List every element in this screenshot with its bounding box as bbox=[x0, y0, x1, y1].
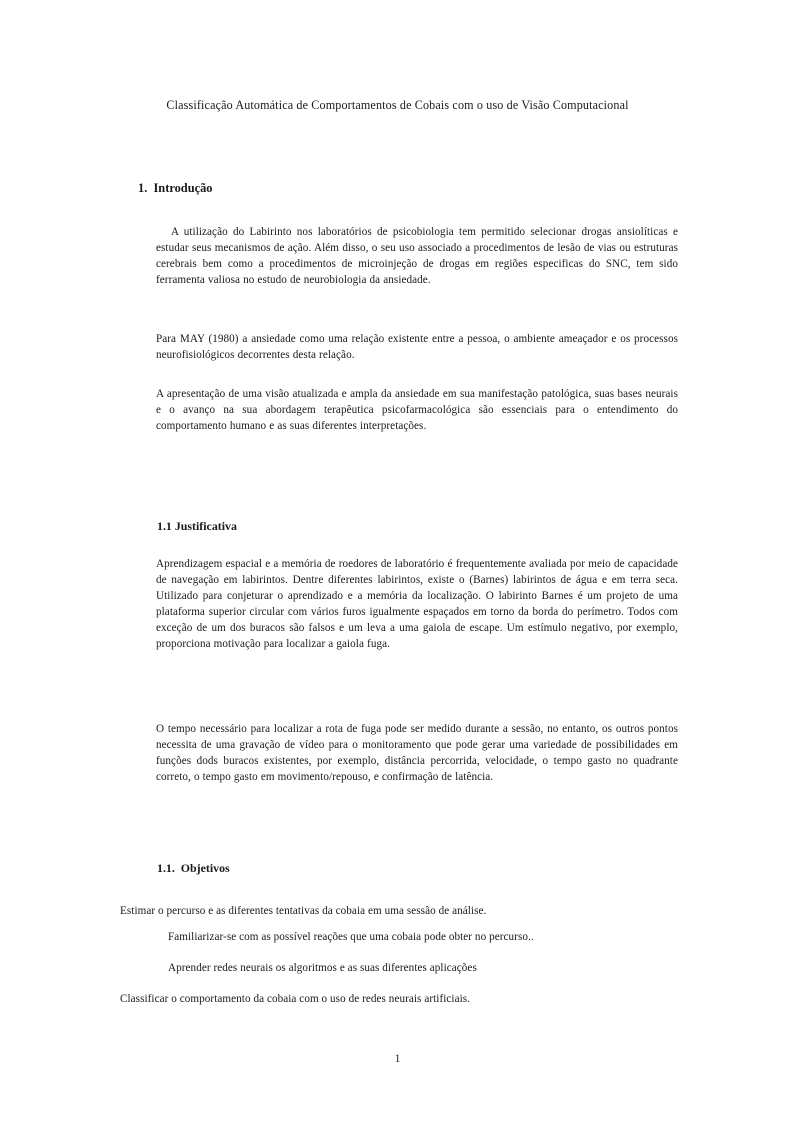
paragraph-introducao-1: A utilização do Labirinto nos laboratórios de psicobiologia tem permitido selecionar drogas ansiolíticas e estudar seus mecanismos de ação. Além disso, o seu uso associado a procedimentos de lesão de vias ou estruturas cerebrais bem como a procedimentos de microinjeção de drogas em regiões especificas do SNC, tem sido ferramenta valiosa no estudo de neurobiologia da ansiedade. bbox=[156, 226, 678, 287]
section-heading-justificativa: 1.1 Justificativa bbox=[157, 519, 237, 533]
paragraph-justificativa-2: O tempo necessário para localizar a rota de fuga pode ser medido durante a sessão, no entanto, os outros pontos necessita de uma gravação de vídeo para o monitoramento que pode gerar uma variedade de possibilidades em funções dods buracos existentes, por exemplo, distância percorrida, velocidade, o tempo gasto no quadrante correto, o tempo gasto em movimento/repouso, e confirmação de latência. bbox=[156, 723, 678, 784]
paragraph-justificativa-1: Aprendizagem espacial e a memória de roedores de laboratório é frequentemente avaliada por meio de capacidade de navegação em labirintos. Dentre diferentes labirintos, existe o (Barnes) labirintos de água e em terra seca. Utilizado para conjeturar o aprendizado e a memória da localização. O labirinto Barnes é um projeto de uma plataforma superior circular com vários furos igualmente espaçados em torno da borda do perímetro. Todos com exceção de um dos buracos são falsos e um leva a uma gaiola de escape. Um estímulo negativo, por exemplo, proporciona motivação para localizar a gaiola fuga. bbox=[156, 558, 678, 651]
section-heading-introducao: 1. Introdução bbox=[138, 181, 213, 195]
objetivo-item: Aprender redes neurais os algoritmos e as suas diferentes aplicações bbox=[168, 962, 477, 974]
paragraph-introducao-3: A apresentação de uma visão atualizada e ampla da ansiedade em sua manifestação patológica, suas bases neurais e o avanço na sua abordagem terapêutica psicofarmacológica são essenciais para o entendimento do comportamento humano e as suas diferentes interpretações. bbox=[156, 388, 678, 433]
objetivo-item: Estimar o percurso e as diferentes tentativas da cobaia em uma sessão de análise. bbox=[120, 905, 487, 917]
page-number: 1 bbox=[394, 1053, 401, 1065]
section-heading-objetivos: 1.1. Objetivos bbox=[157, 861, 230, 875]
objetivo-item: Classificar o comportamento da cobaia com o uso de redes neurais artificiais. bbox=[120, 993, 471, 1005]
page-title: Classificação Automática de Comportamentos de Cobais com o uso de Visão Computacional bbox=[166, 98, 629, 112]
paragraph-introducao-2: Para MAY (1980) a ansiedade como uma relação existente entre a pessoa, o ambiente ameaçador e os processos neurofisiológicos decorrentes desta relação. bbox=[156, 333, 678, 362]
objetivo-item: Familiarizar-se com as possível reações que uma cobaia pode obter no percurso.. bbox=[168, 931, 534, 943]
